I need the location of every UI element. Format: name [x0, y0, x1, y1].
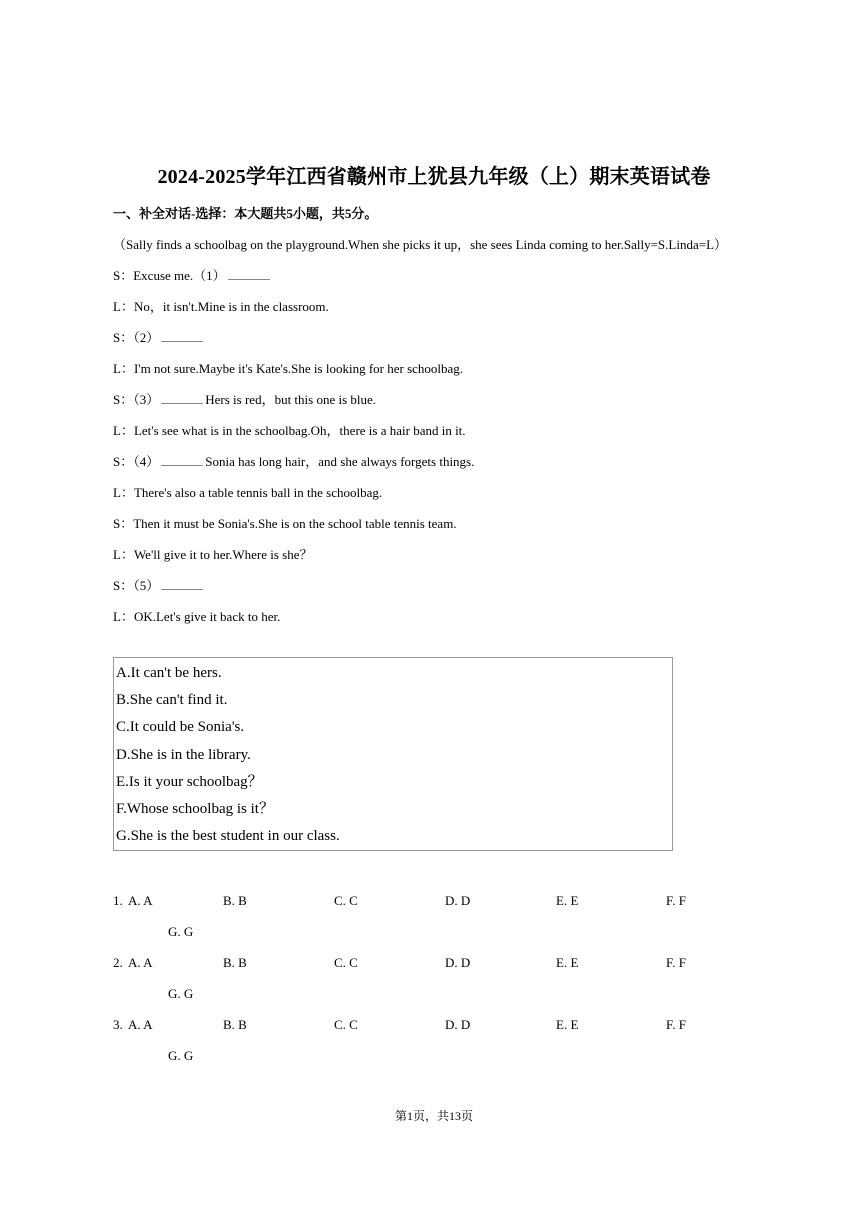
speaker-label: L： — [113, 547, 134, 562]
option-d: D.She is in the library. — [116, 746, 251, 763]
answer-choice[interactable]: B. B — [223, 955, 247, 970]
speaker-label: S： — [113, 516, 134, 531]
dialogue-line — [113, 544, 313, 563]
dialogue-line — [113, 482, 382, 501]
speaker-label: S： — [113, 268, 134, 283]
dialogue-text: Let's see what is in the schoolbag.Oh，there is a hair band in it. — [133, 423, 466, 438]
dialogue-line — [113, 389, 376, 408]
answer-choice[interactable]: C. C — [334, 893, 358, 908]
dialogue-line — [113, 513, 457, 532]
option-a: A.It can't be hers. — [116, 665, 222, 681]
answer-blank — [161, 454, 203, 466]
answer-blank — [161, 578, 203, 590]
question-number: 3. — [113, 1017, 123, 1032]
answer-choice[interactable]: A. A — [128, 1017, 153, 1032]
page-footer: 第1页，共13页 — [394, 1109, 473, 1123]
dialogue-text-after: Hers is red，but this one is blue. — [205, 392, 377, 407]
speaker-label: L： — [113, 361, 134, 376]
answer-choice[interactable]: E. E — [556, 955, 579, 970]
dialogue-line — [113, 265, 272, 284]
dialogue-text: No，it isn't.Mine is in the classroom. — [133, 299, 329, 314]
option-f: F.Whose schoolbag is it？ — [116, 800, 274, 817]
answer-choice[interactable]: G. G — [168, 924, 194, 939]
dialogue-text: （5） — [133, 578, 160, 593]
question-number: 2. — [113, 955, 123, 970]
speaker-label: S： — [113, 578, 134, 593]
answer-choice[interactable]: D. D — [445, 1017, 471, 1032]
dialogue-text: Excuse me.（1） — [133, 268, 226, 283]
options-box — [113, 657, 673, 851]
speaker-label: L： — [113, 609, 134, 624]
answer-choice[interactable]: B. B — [223, 893, 247, 908]
speaker-label: L： — [113, 423, 134, 438]
page-title: 2024-2025学年江西省赣州市上犹县九年级（上）期末英语试卷 — [157, 166, 711, 188]
option-c: C.It could be Sonia's. — [116, 719, 245, 736]
dialogue-intro: （Sally finds a schoolbag on the playground.When she picks it up，she sees Linda coming to her.Sally=S.Linda=L） — [113, 237, 728, 252]
option-g: G.She is the best student in our class. — [116, 828, 340, 845]
answer-choice[interactable]: C. C — [334, 1017, 358, 1032]
answer-choice[interactable]: F. F — [666, 1017, 686, 1032]
answer-choice[interactable]: D. D — [445, 893, 471, 908]
answer-choice[interactable]: A. A — [128, 893, 153, 908]
speaker-label: L： — [113, 485, 134, 500]
dialogue-text: （3） — [133, 392, 160, 407]
answer-choice[interactable]: G. G — [168, 986, 194, 1001]
dialogue-text: There's also a table tennis ball in the schoolbag. — [133, 485, 383, 500]
speaker-label: L： — [113, 299, 134, 314]
answer-blank — [161, 392, 203, 404]
dialogue-line — [113, 451, 474, 470]
answer-choice[interactable]: A. A — [128, 955, 153, 970]
speaker-label: S： — [113, 392, 134, 407]
answer-choice[interactable]: D. D — [445, 955, 471, 970]
dialogue-text-after: Sonia has long hair，and she always forgets things. — [205, 454, 475, 469]
dialogue-text: I'm not sure.Maybe it's Kate's.She is looking for her schoolbag. — [133, 361, 464, 376]
dialogue-line — [113, 358, 463, 377]
dialogue-text: Then it must be Sonia's.She is on the school table tennis team. — [133, 516, 457, 531]
dialogue-text: OK.Let's give it back to her. — [133, 609, 281, 624]
answer-choice[interactable]: F. F — [666, 893, 686, 908]
dialogue-text: We'll give it to her.Where is she？ — [133, 547, 313, 562]
answer-choice[interactable]: F. F — [666, 955, 686, 970]
dialogue-text: （2） — [133, 330, 160, 345]
option-b: B.She can't find it. — [116, 692, 228, 709]
question-number: 1. — [113, 893, 123, 908]
dialogue-line — [113, 296, 329, 315]
answer-choice[interactable]: C. C — [334, 955, 358, 970]
answer-choice[interactable]: B. B — [223, 1017, 247, 1032]
dialogue-line — [113, 327, 205, 346]
section-heading: 一、补全对话-选择：本大题共5小题，共5分。 — [113, 206, 378, 221]
answer-blank — [161, 330, 203, 342]
option-e: E.Is it your schoolbag？ — [116, 773, 263, 790]
dialogue-line — [113, 420, 466, 439]
dialogue-line — [113, 575, 205, 594]
dialogue-text: （4） — [133, 454, 160, 469]
answer-blank — [228, 268, 270, 280]
answer-choice[interactable]: E. E — [556, 893, 579, 908]
answer-choice[interactable]: E. E — [556, 1017, 579, 1032]
dialogue-line — [113, 606, 280, 625]
answer-choice[interactable]: G. G — [168, 1048, 194, 1063]
speaker-label: S： — [113, 330, 134, 345]
speaker-label: S： — [113, 454, 134, 469]
